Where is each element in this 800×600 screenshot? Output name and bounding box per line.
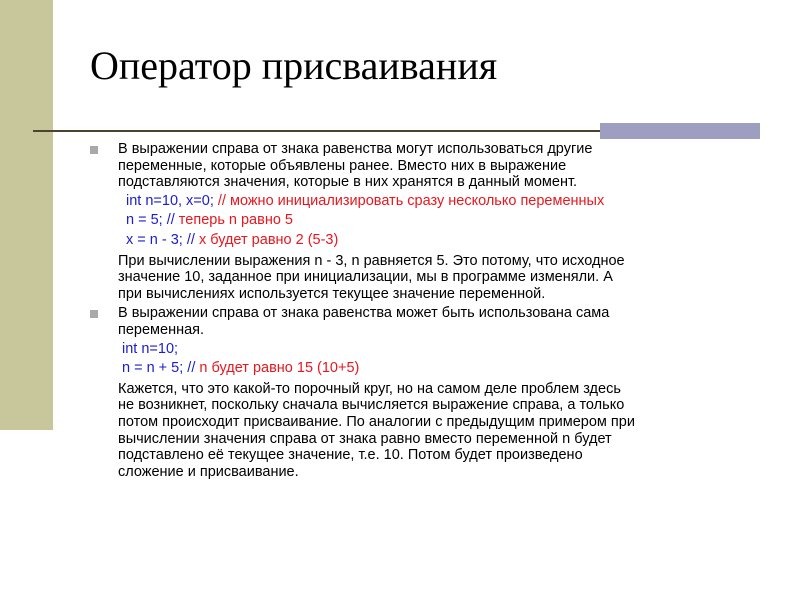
text-line: не возникнет, поскольку сначала вычисляется выражение справа, а только: [118, 397, 625, 414]
square-bullet-icon: [90, 310, 98, 318]
code-text: n = 5; //: [126, 212, 179, 229]
text-line: При вычислении выражения n - 3, n равняется 5. Это потому, что исходное: [118, 252, 625, 269]
code-line-5: [90, 360, 770, 377]
code-line-4: [90, 341, 770, 358]
code-text: x = n - 3; //: [126, 231, 199, 248]
code-text: n = n + 5; //: [122, 360, 200, 377]
code-comment: x будет равно 2 (5-3): [198, 231, 339, 248]
text-line: подставлено её текущее значение, т.е. 10. Потом будет произведено: [118, 447, 583, 464]
code-line-3: [90, 232, 770, 249]
divider-accent-block: [600, 123, 760, 139]
code-text: int n=10;: [122, 340, 179, 357]
explanation-paragraph-1: [90, 253, 770, 303]
explanation-paragraph-2: [90, 381, 770, 481]
text-line: сложение и присваивание.: [118, 463, 299, 480]
square-bullet-icon: [90, 146, 98, 154]
code-text: int n=10, x=0;: [126, 192, 218, 209]
text-line: Кажется, что это какой-то порочный круг, но на самом деле проблем здесь: [118, 380, 621, 397]
text-line: подставляются значения, которые в них хранятся в данный момент.: [118, 174, 578, 191]
code-comment: n будет равно 15 (10+5): [199, 360, 360, 377]
code-line-2: [90, 212, 770, 229]
text-line: значение 10, заданное при инициализации, мы в программе изменяли. А: [118, 269, 613, 286]
bullet-paragraph-1: [90, 141, 770, 191]
slide-title: Оператор присваивания: [90, 43, 498, 88]
text-line: вычислении значения справа от знака равно вместо переменной n будет: [118, 430, 612, 447]
left-decor-bar: [0, 0, 53, 430]
bullet-paragraph-2: [90, 305, 770, 338]
code-comment: // можно инициализировать сразу несколько переменных: [217, 192, 605, 209]
text-line: В выражении справа от знака равенства могут использоваться другие: [118, 141, 593, 157]
code-comment: теперь n равно 5: [178, 212, 293, 229]
text-line: при вычислениях используется текущее значение переменной.: [118, 285, 546, 302]
text-line: В выражении справа от знака равенства может быть использована сама: [118, 305, 610, 322]
text-line: переменная.: [118, 321, 205, 338]
text-line: переменные, которые объявлены ранее. Вместо них в выражение: [118, 157, 567, 174]
code-line-1: [90, 193, 770, 210]
text-line: потом происходит присваивание. По аналогии с предыдущим примером при: [118, 413, 635, 430]
slide-content: [90, 141, 770, 480]
